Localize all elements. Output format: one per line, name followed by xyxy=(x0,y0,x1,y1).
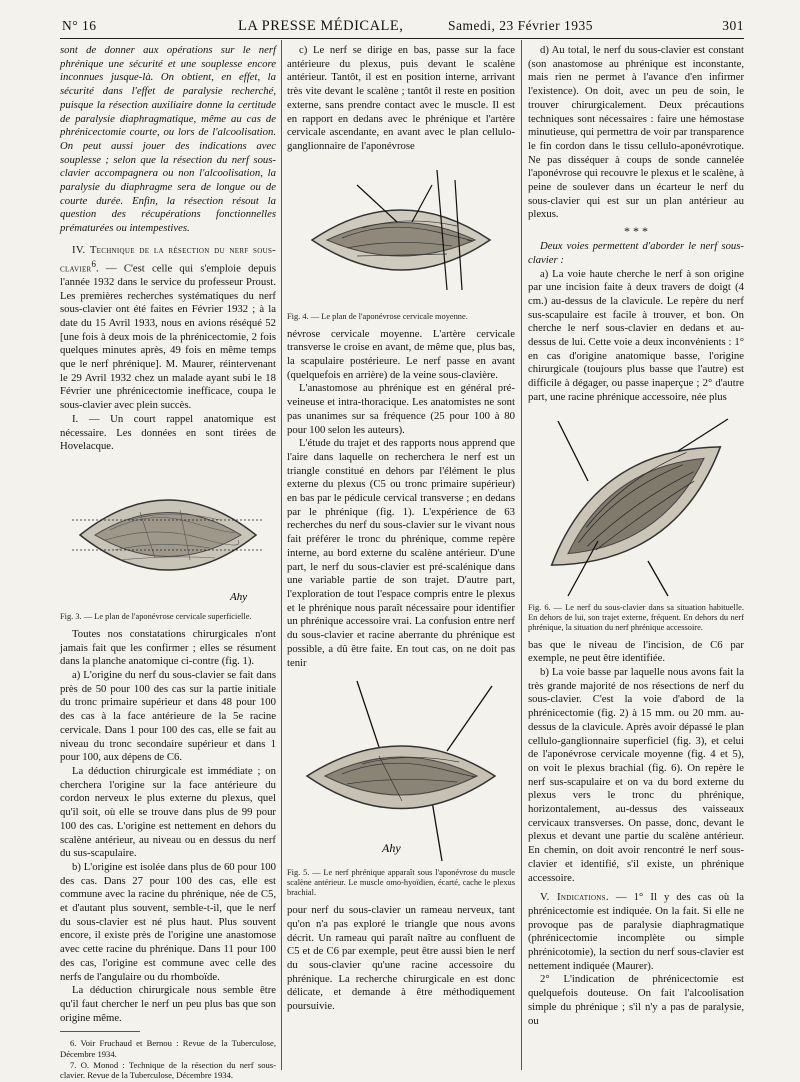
figure-4-caption: Fig. 4. — Le plan de l'aponévrose cervicale moyenne. xyxy=(287,311,468,321)
paragraph: a) La voie haute cherche le nerf à son origine par une incision faite à deux travers de doigt (4 cm.) au-dessus de la clavicule. Le repère du nerf sus-scapulaire est facile à trouver, et bon. On cherche le nerf sous-clavier en dedans et au-dessus de lui. Cette voie a deux inconvénients : 1° en cas d'origine anatomique basse, l'origine chirurgicale (toujours plus basse que l'autre) est difficile à dégager, ou passe inaperçue ; 2° d'autre part, une racine phrénique accessoire, née plus xyxy=(528,267,744,403)
footnote-rule xyxy=(60,1031,140,1035)
figure-6-caption: Fig. 6. — Le nerf du sous-clavier dans sa situation habituelle. En dehors de lui, son trajet externe, fréquent. En dehors du nerf phrénique, la situation du nerf phrénique accessoire. xyxy=(528,602,744,632)
journal-title: LA PRESSE MÉDICALE, xyxy=(238,18,404,34)
paragraph-text: . — C'est celle qui s'emploie depuis l'année 1932 dans le service du professeur Proust. Les premières recherches systématiques du nerf sous-clavier ont été faites en Février 1932 ; à la date du 15 Avril 1933, nous en avions réséqué 52 [une fois à deux mois de la phrénicectomie, 2 fois quelques minutes après, 49 fois en même temps que le nerf phrénique]. M. Maurer, réintervenant le 29 Avril 1932 chez un malade ayant subi le 18 Février une phrénicectomie inefficace, coupa le sous-clavier avec plein succès. xyxy=(60,262,276,412)
figure-5-illustration xyxy=(287,676,515,866)
paragraph: 2° L'indication de phrénicectomie est quelquefois douteuse. On fait l'alcoolisation simple du phrénique ; s'il n'y a pas de paralysie, ou xyxy=(528,973,744,1027)
paragraph-text: sont de donner aux opérations sur le nerf phrénique une sécurité et une souplesse encore inconnues jusque-là. On obtient, en effet, la sécurité dans l'effet de paralysie recherché, puisque la résection auxiliaire donne la certitude de paralysie diaphragmatique, même au cas de phrénicectomie courte, ou lors de l'alcoolisation. On peut aussi jouer des indications avec souplesse ; selon que la résection du nerf sous-clavier accompagnera ou non l'alcoolisation, la paralysie du diaphragme sera de longue ou de courte durée. Enfin, la résection résout la question des récupérations fonctionnelles prématurées ou intempestives. xyxy=(60,44,276,235)
column-1 xyxy=(60,44,276,1081)
paragraph: c) Le nerf se dirige en bas, passe sur la face antérieure du plexus, puis devant le scalène antérieur. Tantôt, il est en position interne, arrivant très vite devant le scalène ; tantôt il reste en position externe, sans prendre contact avec le muscle. Il est en rapport en dedans avec le phrénique et l'artère cervicale ascendante, en avant avec le plan cellulo-ganglionnaire de l'aponévrose xyxy=(287,44,515,152)
column-3 xyxy=(528,44,744,1028)
figure-signature: Ahy xyxy=(382,841,401,856)
figure-3-illustration xyxy=(60,460,276,610)
footnote-6: 6. Voir Fruchaud et Bernou : Revue de la Tuberculose, Décembre 1934. xyxy=(60,1038,276,1059)
column-rule-2 xyxy=(521,40,522,1070)
paragraph xyxy=(60,44,276,236)
issue-date: Samedi, 23 Février 1935 xyxy=(448,18,593,33)
column-rule-1 xyxy=(281,40,282,1070)
paragraph: L'anastomose au phrénique est en général pré-veineuse et intra-thoracique. Les anatomistes ne sont pas unanimes sur sa fréquence (25 pour 100 à 80 pour 100 selon les auteurs). xyxy=(287,382,515,436)
paragraph: névrose cervicale moyenne. L'artère cervicale transverse le croise en avant, de même que, plus bas, la scapulaire postérieure. Le nerf passe en avant (quelquefois en arrière) de la veine sous-clavière. xyxy=(287,327,515,381)
section-iv xyxy=(60,244,276,413)
paragraph: a) L'origine du nerf du sous-clavier se fait dans près de 50 pour 100 des cas sur la partie initiale du tronc primaire supérieur et dans 48 pour 100 des cas à la face antérieure de la 5e racine cervicale. Dans 1 pour 100 des cas, elle se fait au niveau du tronc secondaire supérieur et dans 1 pour 100, aux dépens de C6. xyxy=(60,669,276,764)
paragraph: b) La voie basse par laquelle nous avons fait la très grande majorité de nos résections de nerf du sous-clavier. C'est la voie d'abord de la phrénicectomie (fig. 2) à 15 mm. ou 20 mm. au-dessus de la clavicule. Après avoir dépassé le plan cellulo-ganglionnaire superficiel (fig. 3), et celui de l'aponévrose cervicale moyenne (fig. 4 et 5), on voit le plexus brachial (fig. 6). On repère le nerf sus-scapulaire et on va du bord externe du plexus vers le tronc du phrénique, horizontalement, au-dessus des vaisseaux cervicaux transverses. On passe, donc, devant le plexus et devant une partie du scalène antérieur. En chemin, on doit avoir rencontré le nerf sous-clavier et identifié, s'il existe, un phrénique accessoire. xyxy=(528,665,744,884)
paragraph: b) L'origine est isolée dans plus de 60 pour 100 des cas. Dans 27 pour 100 des cas, elle est commune avec la racine du phrénique, née de C5, et d'autant plus souvent, semble-t-il, que le nerf du sous-clavier est né plus haut. Plus souvent encore, il existe près de l'origine une anastomose avec cette racine du phrénique. Dans 11 pour 100 des cas, l'origine est commune avec celle des nerfs de l'angulaire ou du rhomboïde. xyxy=(60,860,276,983)
paragraph-text: — 1° Il y des cas où la phrénicectomie est indiquée. On la fait. Si elle ne provoque pas de paralysie diaphragmatique (phrénicectomie incomplète ou simple phrénicotomie), la section du nerf sous-clavier est nettement indiquée (Maurer). xyxy=(528,891,744,972)
section-separator: * * * xyxy=(624,224,648,239)
paragraph: La déduction chirurgicale est immédiate ; on cherchera l'origine sur la face antérieure du cordon nerveux le plus externe du plexus, quel qu'il soit, où elle se trouve dans plus de 99 pour 100 des cas. L'origine est nettement en dehors du scalène antérieur, au niveau ou en dessus du nerf du sus-scapulaire. xyxy=(60,764,276,860)
running-header xyxy=(62,16,744,38)
section-heading: V. Indications. xyxy=(540,891,609,904)
column-2 xyxy=(287,44,515,1014)
footnote-ref: 6 xyxy=(91,258,96,269)
paragraph: bas que le niveau de l'incision, de C6 par exemple, ne peut être identifiée. xyxy=(528,638,744,665)
figure-3-caption: Fig. 3. — Le plan de l'aponévrose cervicale superficielle. xyxy=(60,611,252,621)
paragraph: d) Au total, le nerf du sous-clavier est constant (son anastomose au phrénique est inconstante, mais rien ne permet à l'avance d'en infirmer l'existence). On doit, avec un peu de soin, le trouver chirurgicalement. Deux précautions techniques sont nécessaires : faire une hémostase minutieuse, qui permettra de voir par transparence le fin cordon dans le tissu cellulo-aponévrotique. Ne pas disséquer à coups de sonde cannelée l'aponévrose qui recouvre le plexus et le scalène, à peine de soulever dans un écarteur le nerf du sous-clavier qui est sur un plan antérieur au plexus. xyxy=(528,44,744,221)
paragraph: pour nerf du sous-clavier un rameau nerveux, tant qu'on n'a pas exploré le triangle que nous avons décrit. Un rameau qui paraît naître au confluent de C5 et de C6 par exemple, peut être aussi bien le nerf du sous-clavier qu'une racine accessoire du phrénique. La recherche chirurgicale en est donc délicate, et demande à être méthodiquement poursuivie. xyxy=(287,904,515,1013)
paragraph: I. — Un court rappel anatomique est nécessaire. Les données en sont tirées de Hovelacque. xyxy=(60,412,276,453)
figure-signature: Ahy xyxy=(230,590,248,603)
footnote-7: 7. O. Monod : Technique de la résection du nerf sous-clavier. Revue de la Tuberculose, Décembre 1934. xyxy=(60,1059,276,1081)
figure-4-illustration xyxy=(287,160,515,310)
paragraph-text: Deux voies permettent d'aborder le nerf sous-clavier : xyxy=(528,240,744,266)
header-rule xyxy=(60,38,744,39)
section-heading: IV. Technique de la résection du nerf sous-clavier xyxy=(60,243,276,275)
paragraph: Toutes nos constatations chirurgicales n'ont jamais fait que les confirmer ; elles se résument dans la planche anatomique ci-contre (fig. 1). xyxy=(60,627,276,668)
footnotes xyxy=(60,1038,276,1080)
paragraph: La déduction chirurgicale nous semble être qu'il faut chercher le nerf un peu plus bas que son origine même. xyxy=(60,984,276,1024)
figure-5-caption: Fig. 5. — Le nerf phrénique apparaît sous l'aponévrose du muscle scalène antérieur. Le muscle omo-hyoïdien, écarté, cache le plexus brachial. xyxy=(287,868,515,898)
paragraph: L'étude du trajet et des rapports nous apprend que l'aire dans laquelle on recherchera le nerf est un triangle constitué en dehors par l'élément le plus externe du plexus (C5 ou tronc primaire supérieur) en bas par le pédicule cervical transverse ; en dedans par le phrénique (fig. 1). L'expérience de 63 recherches du nerf du sous-clavier sur le vivant nous fait préférer le tronc du phrénique, comme repère interne, au bord externe du scalène antérieur. D'une part, le nerf du sous-clavier est pré-scalénique dans une variable partie de son trajet. D'autre part, l'exploration de tout l'espace compris entre le plexus et le phrénique nous paraît nécessaire pour identifier un phrénique accessoire vrai. La confusion entre nerf du sous-clavier et racine aberrante du phrénique est possible, a dû être faite. En tout cas, on ne doit pas tenir xyxy=(287,437,515,669)
page-number: 301 xyxy=(722,18,744,33)
figure-6-illustration xyxy=(528,411,744,601)
page-label: N° 16 xyxy=(62,18,97,33)
paragraph xyxy=(528,240,744,267)
section-v xyxy=(528,891,744,973)
